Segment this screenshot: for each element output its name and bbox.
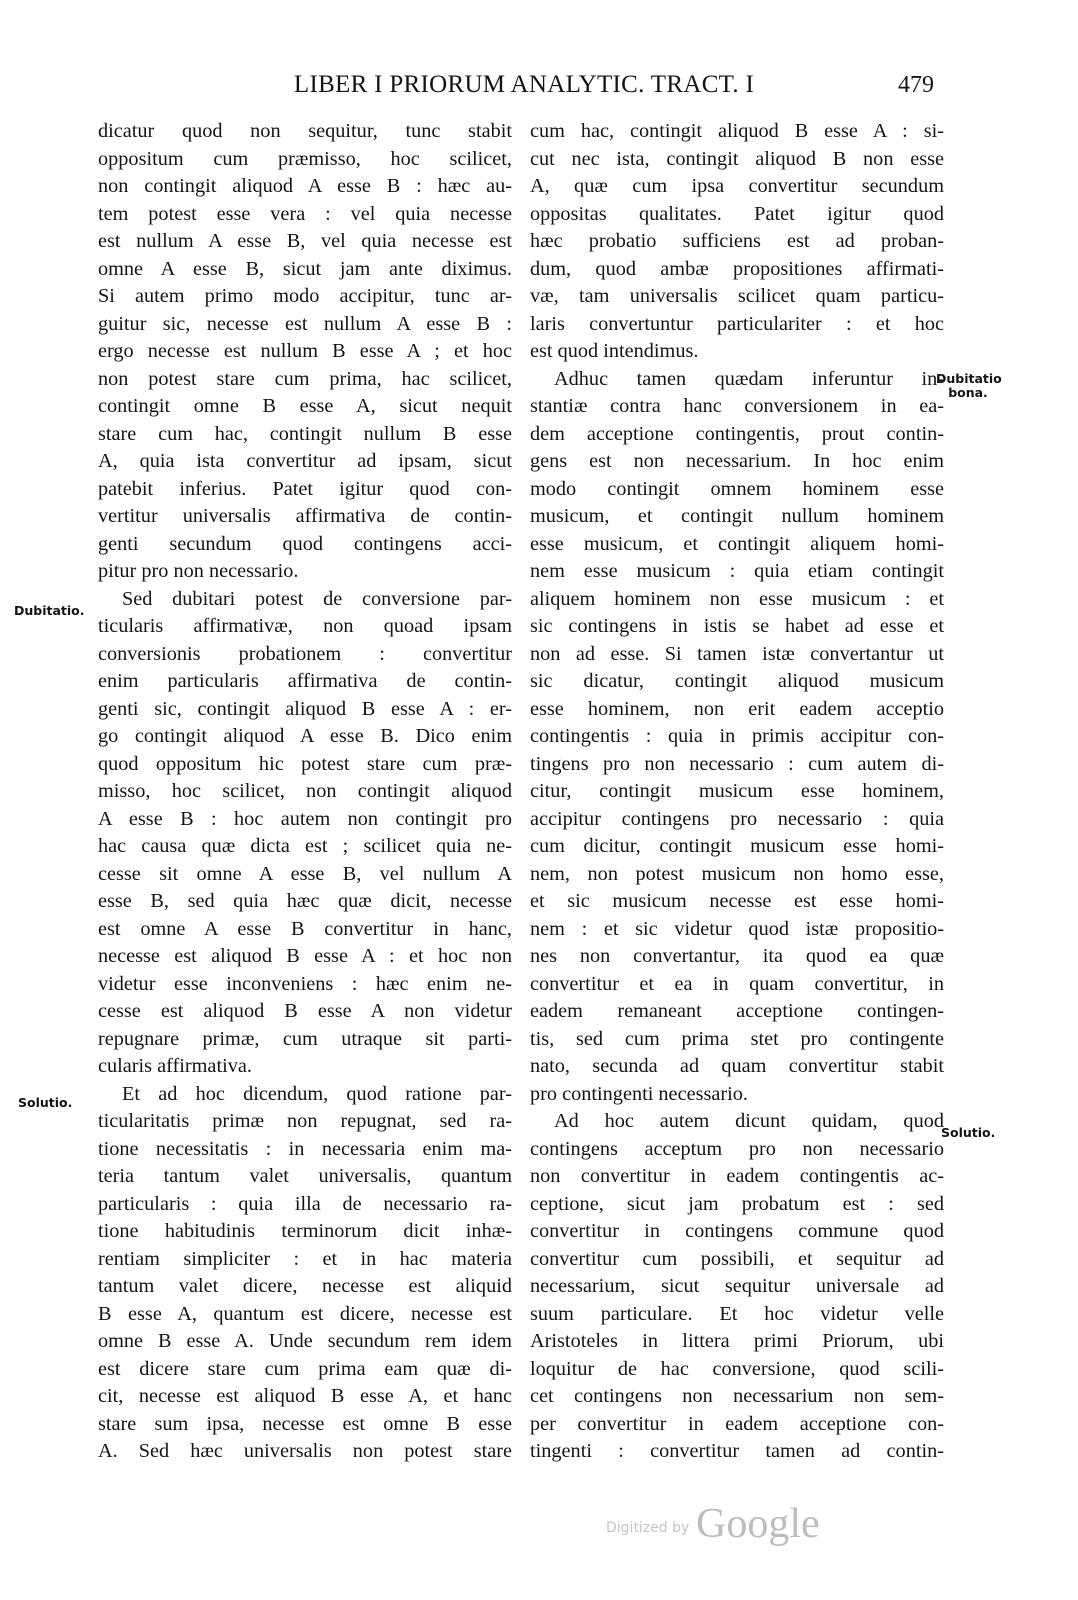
text-line: væ, tam universalis scilicet quam particu-	[530, 285, 944, 307]
text-line: est quod intendimus.	[530, 340, 699, 362]
text-line: necessarium, sicut sequitur universale ad	[530, 1275, 944, 1297]
text-line: ticularis affirmativæ, non quoad ipsam	[98, 615, 512, 637]
text-line: Aristoteles in littera primi Priorum, ubi	[530, 1330, 944, 1352]
text-line: omne B esse A. Unde secundum rem idem	[98, 1330, 512, 1352]
text-line: genti secundum quod contingens acci-	[98, 532, 512, 555]
text-line: nato, secunda ad quam convertitur stabit	[530, 1055, 944, 1077]
text-line: cularis affirmativa.	[98, 1055, 252, 1077]
marginal-note-solutio-left: Solutio.	[18, 1095, 73, 1110]
text-line: musicum, et contingit nullum hominem	[530, 505, 944, 527]
text-line: tingens pro non necessario : cum autem di-	[530, 752, 944, 775]
paragraph	[98, 1081, 512, 1466]
text-line: go contingit aliquod A esse B. Dico enim	[98, 725, 512, 747]
text-line: eadem remaneant acceptione contingen-	[530, 1000, 944, 1022]
text-line: A, quia ista convertitur ad ipsam, sicut	[98, 450, 512, 472]
text-line: teria tantum valet universalis, quantum	[98, 1165, 512, 1187]
text-line: dum, quod ambæ propositiones affirmati-	[530, 257, 944, 280]
text-line: laris convertuntur particulariter : et hoc	[530, 312, 944, 335]
text-line: tingenti : convertitur tamen ad contin-	[530, 1440, 944, 1462]
text-line: necesse est aliquod B esse A : et hoc non	[98, 945, 512, 967]
text-line: stare sum ipsa, necesse est omne B esse	[98, 1412, 512, 1435]
text-line: convertitur et ea in quam convertitur, in	[530, 972, 944, 995]
text-line: per convertitur in eadem acceptione con-	[530, 1412, 944, 1435]
text-line: A, quæ cum ipsa convertitur secundum	[530, 175, 944, 197]
text-line: stare cum hac, contingit nullum B esse	[98, 422, 512, 445]
text-line: Si autem primo modo accipitur, tunc ar-	[98, 285, 512, 307]
text-line: non contingit aliquod A esse B : hæc au-	[98, 175, 512, 197]
text-line: nem : et sic videtur quod istæ propositio-	[530, 917, 944, 940]
text-line: gens est non necessarium. In hoc enim	[530, 450, 944, 472]
text-line: contingentis : quia in primis accipitur con-	[530, 725, 944, 747]
text-line: suum particulare. Et hoc videtur velle	[530, 1302, 944, 1325]
text-line: A. Sed hæc universalis non potest stare	[98, 1440, 512, 1462]
text-line: stantiæ contra hanc conversionem in ea-	[530, 395, 944, 417]
right-text-column	[530, 118, 944, 1466]
text-line: sic contingens in istis se habet ad esse et	[530, 615, 944, 637]
running-title: LIBER I PRIORUM ANALYTIC. TRACT. I	[293, 71, 755, 98]
text-line: non potest stare cum prima, hac scilicet,	[98, 367, 512, 390]
text-line: particularis : quia illa de necessario ra-	[98, 1192, 512, 1215]
page-header	[0, 68, 1078, 102]
marginal-note-line: Dubitatio	[936, 371, 1002, 386]
text-line: dem acceptione contingentis, prout contin-	[530, 422, 944, 445]
text-line: est dicere stare cum prima eam quæ di-	[98, 1357, 512, 1380]
text-line: conversionis probationem : convertitur	[98, 642, 512, 665]
paragraph	[98, 118, 512, 586]
text-line: Sed dubitari potest de conversione par-	[122, 587, 512, 610]
text-line: omne A esse B, sicut jam ante diximus.	[98, 257, 512, 280]
text-line: nem esse musicum : quia etiam contingit	[530, 560, 944, 582]
text-line: guitur sic, necesse est nullum A esse B :	[98, 312, 512, 335]
text-line: videtur esse inconveniens : hæc enim ne-	[98, 972, 512, 995]
text-line: Adhuc tamen quædam inferuntur in-	[554, 367, 944, 390]
text-line: tione necessitatis : in necessaria enim ma-	[98, 1137, 512, 1160]
google-logo: Google	[696, 1501, 820, 1547]
text-line: genti sic, contingit aliquod B esse A : er-	[98, 697, 512, 720]
text-line: et sic musicum necesse est esse homi-	[530, 890, 944, 912]
text-line: non ad esse. Si tamen istæ convertantur ut	[530, 642, 944, 665]
text-line: rentiam simpliciter : et in hac materia	[98, 1247, 512, 1270]
text-line: aliquem hominem non esse musicum : et	[530, 587, 944, 610]
text-line: Et ad hoc dicendum, quod ratione par-	[122, 1082, 512, 1105]
text-line: citur, contingit musicum esse hominem,	[530, 780, 944, 802]
text-line: cum dicitur, contingit musicum esse homi-	[530, 835, 944, 857]
text-line: cum hac, contingit aliquod B esse A : si-	[530, 120, 944, 142]
text-line: est omne A esse B convertitur in hanc,	[98, 917, 512, 940]
left-text-column	[98, 118, 512, 1466]
text-line: contingens acceptum pro non necessario	[530, 1137, 944, 1160]
text-line: misso, hoc scilicet, non contingit aliquod	[98, 780, 512, 802]
marginal-note-solutio-right: Solutio.	[941, 1125, 996, 1140]
text-line: cet contingens non necessarium non sem-	[530, 1385, 944, 1407]
paragraph	[98, 586, 512, 1081]
text-line: nem, non potest musicum non homo esse,	[530, 862, 944, 885]
text-line: esse B, sed quia hæc quæ dicit, necesse	[98, 890, 512, 912]
text-line: pitur pro non necessario.	[98, 560, 299, 582]
text-line: cit, necesse est aliquod B esse A, et hanc	[98, 1385, 512, 1407]
text-line: tione habitudinis terminorum dicit inhæ-	[98, 1220, 512, 1242]
text-line: ceptione, sicut jam probatum est : sed	[530, 1192, 944, 1215]
text-line: quod oppositum hic potest stare cum præ-	[98, 752, 512, 775]
text-line: accipitur contingens pro necessario : quia	[530, 807, 944, 830]
marginal-note-dubitatio: Dubitatio.	[14, 603, 85, 618]
text-line: A esse B : hoc autem non contingit pro	[98, 807, 512, 830]
text-line: convertitur cum possibili, et sequitur ad	[530, 1247, 944, 1270]
text-line: nes non convertantur, ita quod ea quæ	[530, 945, 944, 967]
text-line: pro contingenti necessario.	[530, 1082, 748, 1105]
paragraph	[530, 118, 944, 366]
digitized-by-label: Digitized by	[606, 1520, 690, 1536]
text-line: esse hominem, non erit eadem acceptio	[530, 697, 944, 720]
text-line: hac causa quæ dicta est ; scilicet quia ne-	[98, 835, 512, 857]
text-line: cesse sit omne A esse B, vel nullum A	[98, 862, 512, 885]
text-line: hæc probatio sufficiens est ad proban-	[530, 230, 944, 252]
text-line: tis, sed cum prima stet pro contingente	[530, 1027, 944, 1050]
text-line: repugnare primæ, cum utraque sit parti-	[98, 1027, 512, 1050]
marginal-note-line: bona.	[948, 385, 988, 400]
marginal-note-dubitatio-bona	[936, 372, 1000, 400]
text-line: esse musicum, et contingit aliquem homi-	[530, 532, 944, 555]
page-number: 479	[898, 72, 934, 98]
text-line: tantum valet dicere, necesse est aliquid	[98, 1275, 512, 1297]
text-line: oppositas qualitates. Patet igitur quod	[530, 202, 944, 225]
text-line: tem potest esse vera : vel quia necesse	[98, 202, 512, 225]
text-line: modo contingit omnem hominem esse	[530, 477, 944, 500]
text-line: cut nec ista, contingit aliquod B non esse	[530, 147, 944, 170]
text-line: dicatur quod non sequitur, tunc stabit	[98, 120, 512, 142]
paragraph	[530, 366, 944, 1109]
text-line: patebit inferius. Patet igitur quod con-	[98, 477, 512, 500]
text-line: contingit omne B esse A, sicut nequit	[98, 395, 512, 417]
paragraph	[530, 1108, 944, 1466]
text-line: loquitur de hac conversione, quod scili-	[530, 1357, 944, 1380]
text-line: est nullum A esse B, vel quia necesse est	[98, 230, 512, 252]
text-line: Ad hoc autem dicunt quidam, quod	[554, 1110, 944, 1132]
text-line: enim particularis affirmativa de contin-	[98, 670, 512, 692]
text-line: sic dicatur, contingit aliquod musicum	[530, 670, 944, 692]
text-line: ticularitatis primæ non repugnat, sed ra-	[98, 1110, 512, 1132]
text-line: vertitur universalis affirmativa de contin-	[98, 505, 512, 527]
text-line: ergo necesse est nullum B esse A ; et hoc	[98, 340, 512, 362]
text-line: non convertitur in eadem contingentis ac-	[530, 1165, 944, 1187]
text-line: B esse A, quantum est dicere, necesse est	[98, 1302, 512, 1325]
text-line: cesse est aliquod B esse A non videtur	[98, 1000, 512, 1022]
text-line: convertitur in contingens commune quod	[530, 1220, 944, 1242]
text-line: oppositum cum præmisso, hoc scilicet,	[98, 147, 512, 170]
